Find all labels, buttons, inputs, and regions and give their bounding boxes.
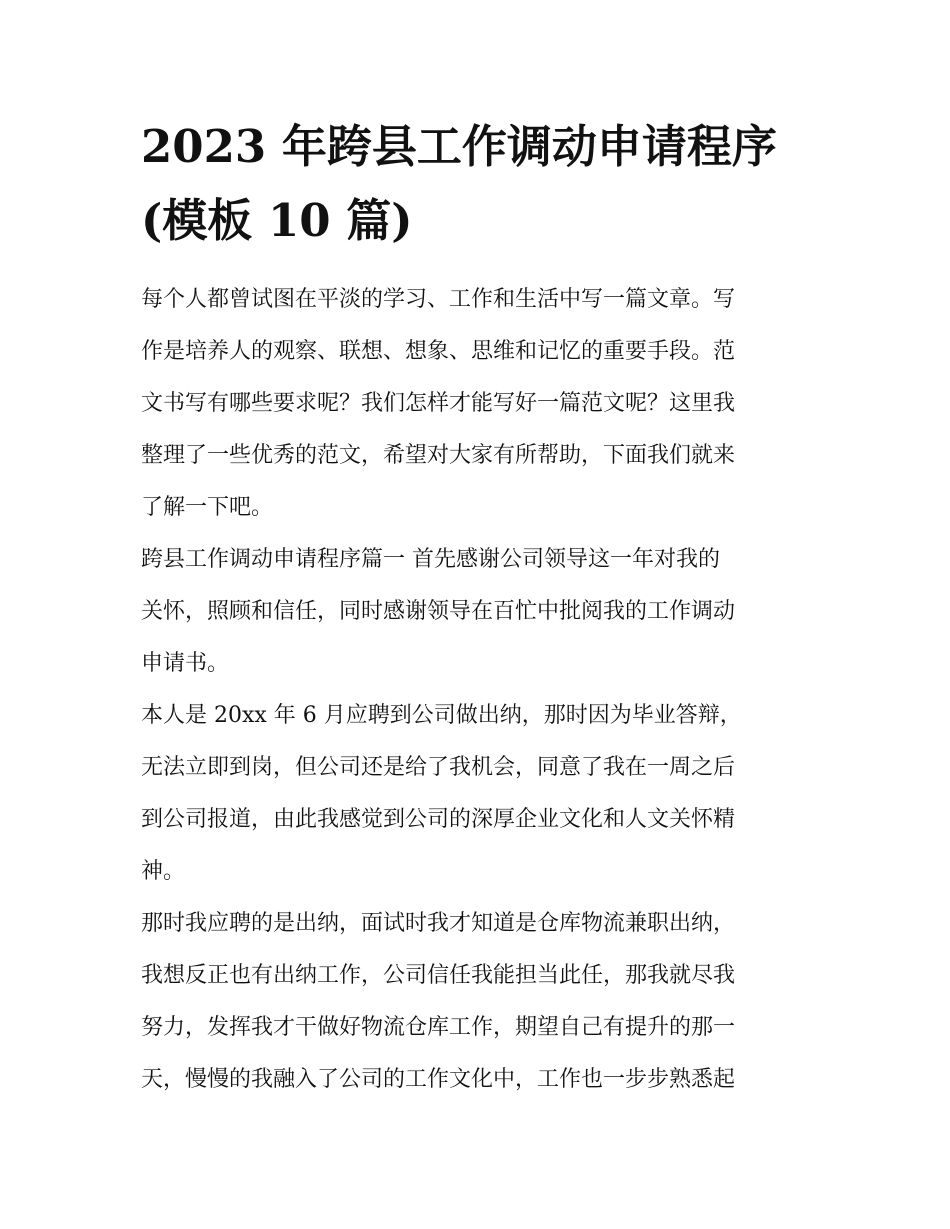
document-body — [141, 274, 811, 1106]
text-line: 了解一下吧。 — [141, 495, 274, 520]
text-line: 天，慢慢的我融入了公司的工作文化中，工作也一步步熟悉起 — [141, 1067, 736, 1092]
title-line-1: 2023 年跨县工作调动申请程序 — [141, 120, 777, 173]
text-line: 无法立即到岗，但公司还是给了我机会，同意了我在一周之后 — [141, 755, 736, 780]
text-line: 到公司报道，由此我感觉到公司的深厚企业文化和人文关怀精 — [141, 807, 736, 832]
text-line: 努力，发挥我才干做好物流仓库工作，期望自己有提升的那一 — [141, 1015, 736, 1040]
text-line: 申请书。 — [141, 651, 230, 676]
paragraph-intro — [141, 274, 811, 534]
text-line: 本人是 20xx 年 6 月应聘到公司做出纳，那时因为毕业答辩， — [141, 703, 742, 728]
text-line: 那时我应聘的是出纳，面试时我才知道是仓库物流兼职出纳， — [141, 911, 736, 936]
text-line: 神。 — [141, 859, 186, 884]
text-line: 我想反正也有出纳工作，公司信任我能担当此任，那我就尽我 — [141, 963, 736, 988]
paragraph-work — [141, 898, 811, 1106]
text-line: 文书写有哪些要求呢？我们怎样才能写好一篇范文呢？这里我 — [141, 391, 736, 416]
document-title — [141, 112, 811, 256]
paragraph-hiring — [141, 690, 811, 898]
text-line: 跨县工作调动申请程序篇一 首先感谢公司领导这一年对我的 — [141, 547, 720, 572]
text-line: 整理了一些优秀的范文，希望对大家有所帮助，下面我们就来 — [141, 443, 736, 468]
title-line-2: (模板 10 篇) — [141, 194, 413, 247]
text-line: 关怀，照顾和信任，同时感谢领导在百忙中批阅我的工作调动 — [141, 599, 736, 624]
text-line: 作是培养人的观察、联想、想象、思维和记忆的重要手段。范 — [141, 339, 736, 364]
paragraph-thanks — [141, 534, 811, 690]
text-line: 每个人都曾试图在平淡的学习、工作和生活中写一篇文章。写 — [141, 287, 736, 312]
document-content — [141, 112, 811, 1106]
